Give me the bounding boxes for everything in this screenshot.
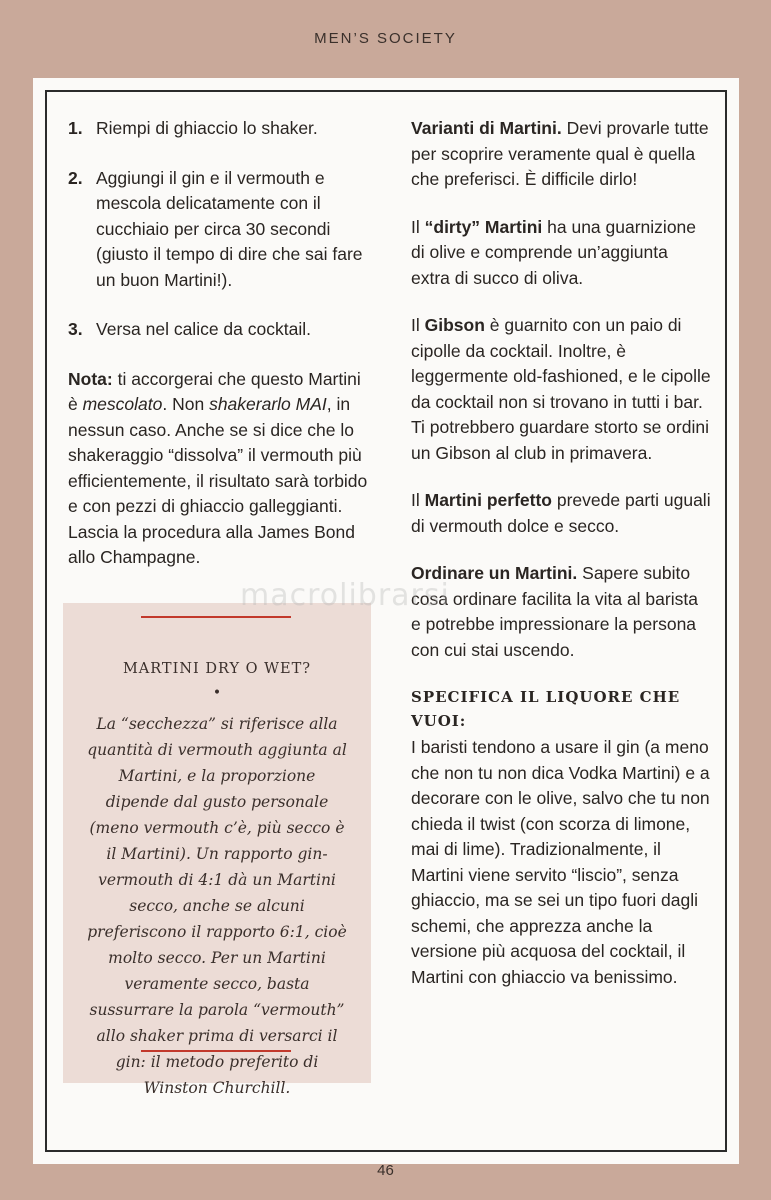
step-number: 2. [68, 167, 83, 188]
sidebar-box [63, 603, 371, 1097]
variants-paragraph [411, 116, 711, 193]
dirty-term: “dirty” Martini [424, 216, 543, 237]
note-emphasis: shakerarlo MAI [209, 394, 327, 414]
liquor-paragraph: I baristi tendono a usare il gin (a meno che non tu non dica Vodka Martini) e a decorare con le olive, salvo che tu non chieda il twist (con scorza di limone, mai di lime). Tradizionalmente, il Martini viene servito “liscio”, senza ghiaccio, ma se sei un tipo fuori dagli schemi, che apprezza anche la versione più acquosa del cocktail, il Martini con ghiaccio va benissimo. [411, 737, 710, 987]
running-header: MEN’S SOCIETY [314, 30, 457, 47]
liquor-heading: SPECIFICA IL LIQUORE CHE VUOI: [411, 688, 681, 730]
dirty-text: Il [411, 216, 425, 237]
gibson-paragraph [411, 313, 711, 466]
sidebar-text: La “secchezza” si riferisce alla quantità di vermouth aggiunta al Martini, e la proporzione dipende dal gusto personale (meno vermouth c’è, più secco è il Martini). Un rapporto gin-vermouth di 4:1 dà un Martini secco, anche se alcuni preferiscono il rapporto 6:1, cioè molto secco. Per un Martini veramente secco, basta sussurrare la parola “vermouth” allo shaker prima di versarci il gin: il metodo preferito di Winston Churchill. [87, 715, 347, 1097]
note-text: ti accorgerai che questo Martini è [68, 368, 361, 414]
variants-text: Devi provarle tutte per scoprire veramente qual è quella che preferisci. È difficile dirlo! [411, 118, 709, 189]
step-text: Aggiungi il gin e il vermouth e mescola delicatamente con il cucchiaio per circa 30 secondi (giusto il tempo di dire che sai fare un buon Martini!). [96, 167, 363, 290]
step-number: 1. [68, 118, 83, 138]
dirty-paragraph [411, 215, 711, 292]
step-1 [68, 116, 368, 142]
perfect-paragraph [411, 488, 711, 539]
note-emphasis: mescolato [82, 394, 163, 414]
page [33, 78, 739, 1164]
step-text: Versa nel calice da cocktail. [96, 319, 311, 339]
step-text: Riempi di ghiaccio lo shaker. [96, 118, 318, 138]
ordering-heading: Ordinare un Martini. [411, 563, 578, 583]
note-text: , in nessun caso. Anche se si dice che lo shakeraggio “dissolva” il vermouth più efficientemente, il risultato sarà torbido e con pezzi di ghiaccio galleggianti. Lascia la procedura alla James Bond allo Champagne. [68, 394, 368, 567]
note-text: . Non [162, 394, 210, 414]
note-label: Nota: [68, 368, 113, 389]
sidebar-body [85, 711, 349, 1101]
sidebar-title: MARTINI DRY O WET? [122, 661, 312, 677]
left-column [68, 116, 368, 593]
step-3 [68, 317, 368, 343]
perfect-text: prevede parti uguali di vermouth dolce e secco. [411, 490, 711, 536]
variants-heading: Varianti di Martini. [411, 118, 562, 138]
step-2 [68, 166, 368, 294]
perfect-text: Il [411, 490, 425, 510]
ordering-paragraph [411, 561, 711, 663]
step-number: 3. [68, 319, 83, 339]
sidebar-bullet: • [212, 685, 222, 701]
gibson-text: Il [411, 315, 425, 335]
sidebar-top-rule [141, 616, 291, 618]
dirty-text: ha una guarnizione di olive e comprende un’aggiunta extra di succo di oliva. [411, 216, 697, 288]
page-number: 46 [377, 1162, 394, 1179]
watermark-text: macrolibrarsi [240, 578, 450, 613]
sidebar-bottom-rule [141, 1050, 291, 1052]
gibson-text: è guarnito con un paio di cipolle da cocktail. Inoltre, è leggermente old-fashioned, e le cipolle da cocktail non si trovano in tutti i bar. Ti potrebbero guardare storto se ordini un Gibson al club in primavera. [411, 315, 711, 463]
note-paragraph [68, 367, 368, 571]
ordering-text: Sapere subito cosa ordinare facilita la vita al barista e potrebbe impressionare la persona con cui stai uscendo. [411, 563, 698, 660]
gibson-term: Gibson [424, 315, 485, 335]
perfect-term: Martini perfetto [424, 490, 552, 510]
right-column [411, 116, 711, 1012]
